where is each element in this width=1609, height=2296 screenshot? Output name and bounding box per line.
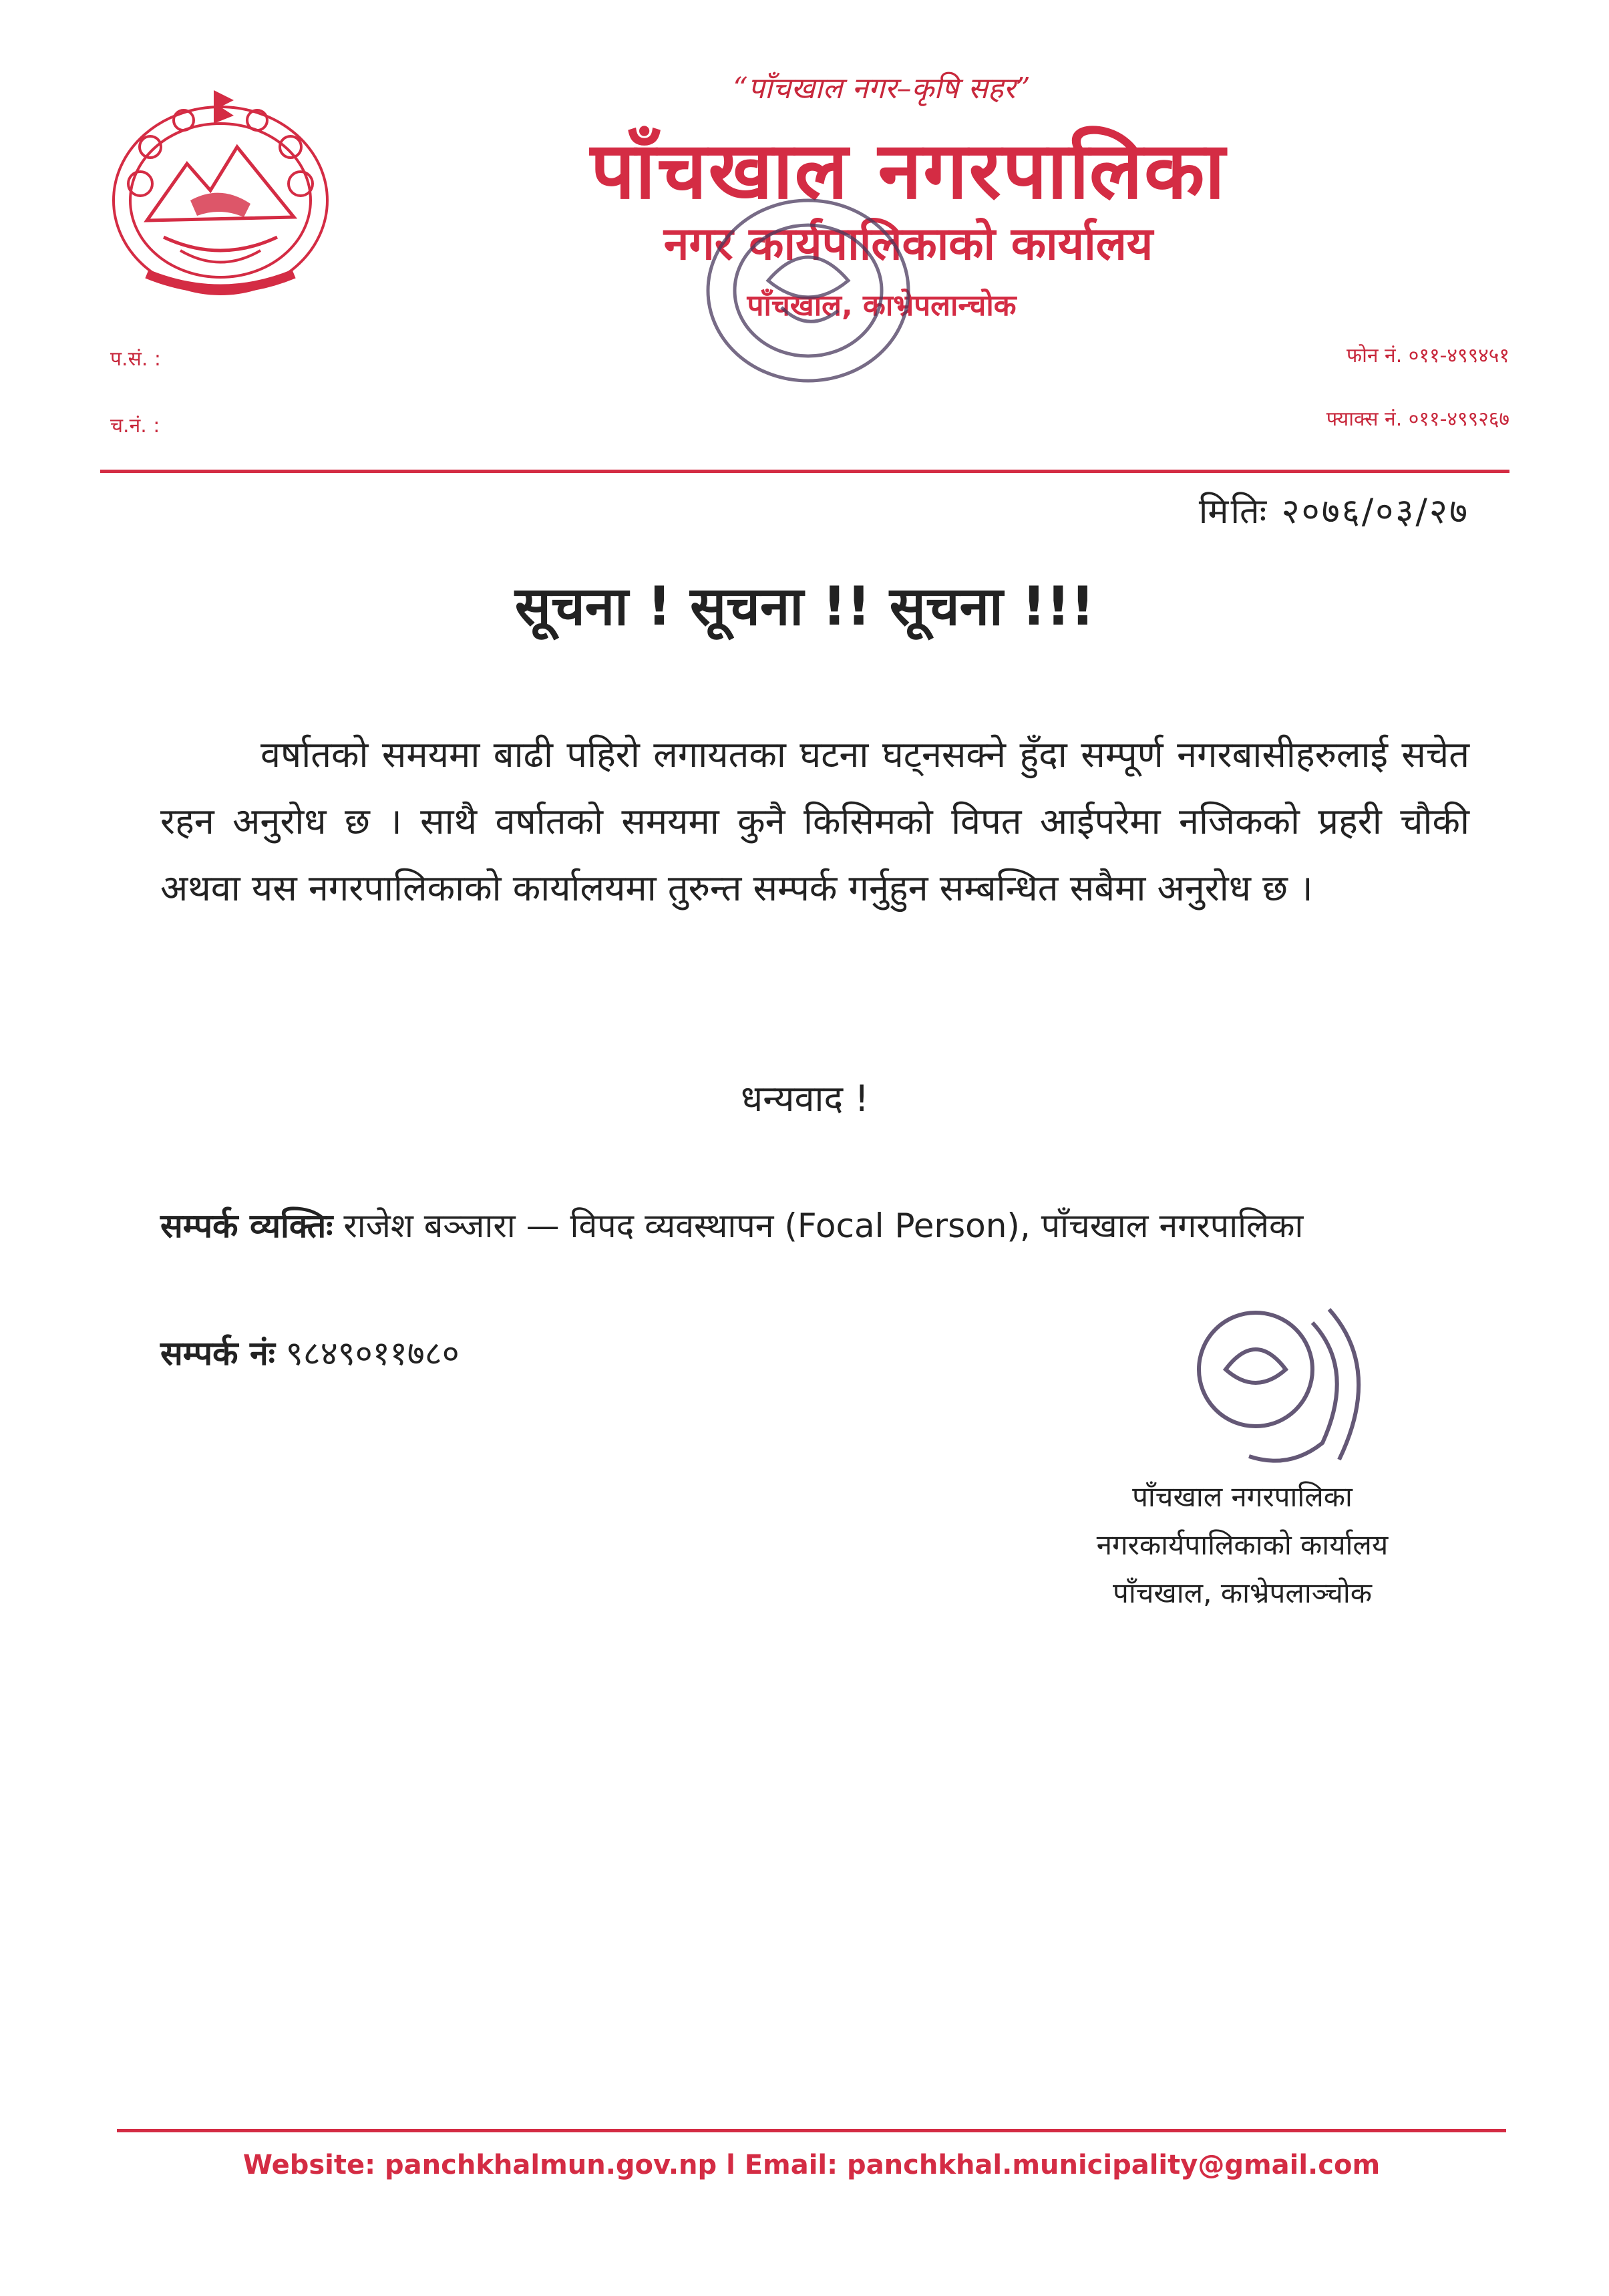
municipality-slogan: “पाँचखाल नगर–कृषि सहर” <box>733 71 1031 106</box>
signature-line-2: नगरकार्यपालिकाको कार्यालय <box>1096 1528 1389 1561</box>
notice-title: सूचना ! सूचना !! सूचना !!! <box>514 575 1095 637</box>
thank-you-text: धन्यवाद ! <box>741 1078 869 1120</box>
organization-name: पाँचखाल नगरपालिका <box>590 124 1227 216</box>
office-address: पाँचखाल, काभ्रेपलान्चोक <box>747 289 1017 323</box>
dispatch-number-label: च.नं. : <box>110 414 160 438</box>
contact-number-value: ९८४९०११७८० <box>285 1334 460 1373</box>
signature-block <box>1015 1473 1469 1617</box>
fax-number: फ्याक्स नं. ०११-४९९२६७ <box>1326 407 1509 431</box>
footer-contact-info: Website: panchkhalmun.gov.np l Email: panchkhal.municipality@gmail.com <box>242 2150 1381 2180</box>
header-divider <box>100 470 1509 473</box>
reference-number-label: प.सं. : <box>110 347 162 371</box>
contact-number-label: सम्पर्क नंः <box>160 1334 275 1373</box>
office-name: नगर कार्यपालिकाको कार्यालय <box>663 218 1153 271</box>
signature-seal-stamp <box>1155 1296 1409 1483</box>
government-emblem <box>100 84 341 304</box>
notice-body: वर्षातको समयमा बाढी पहिरो लगायतका घटना घट्नसक्ने हुँदा सम्पूर्ण नगरबासीहरुलाई सचेत रहन अनुरोध छ । साथै वर्षातको समयमा कुनै किसिमको विपत आईपरेमा नजिकको प्रहरी चौकी अथवा यस नगरपालिकाको कार्यालयमा तुरुन्त सम्पर्क गर्नुहुन सम्बन्धित सबैमा अनुरोध छ । <box>160 733 1469 909</box>
notice-date: मितिः २०७६/०३/२७ <box>1198 492 1469 532</box>
phone-number: फोन नं. ०११-४९९४५१ <box>1346 344 1509 367</box>
contact-person-value: राजेश बञ्जारा — विपद व्यवस्थापन (Focal Person), पाँचखाल नगरपालिका <box>343 1206 1304 1245</box>
office-seal-stamp <box>681 180 935 401</box>
signature-line-3: पाँचखाल, काभ्रेपलाञ्चोक <box>1113 1577 1372 1609</box>
signature-line-1: पाँचखाल नगरपालिका <box>1132 1480 1353 1513</box>
contact-person <box>160 1196 1469 1256</box>
contact-number <box>160 1329 1095 1375</box>
footer-divider <box>117 2129 1506 2132</box>
contact-person-label: सम्पर्क व्यक्तिः <box>160 1206 333 1245</box>
